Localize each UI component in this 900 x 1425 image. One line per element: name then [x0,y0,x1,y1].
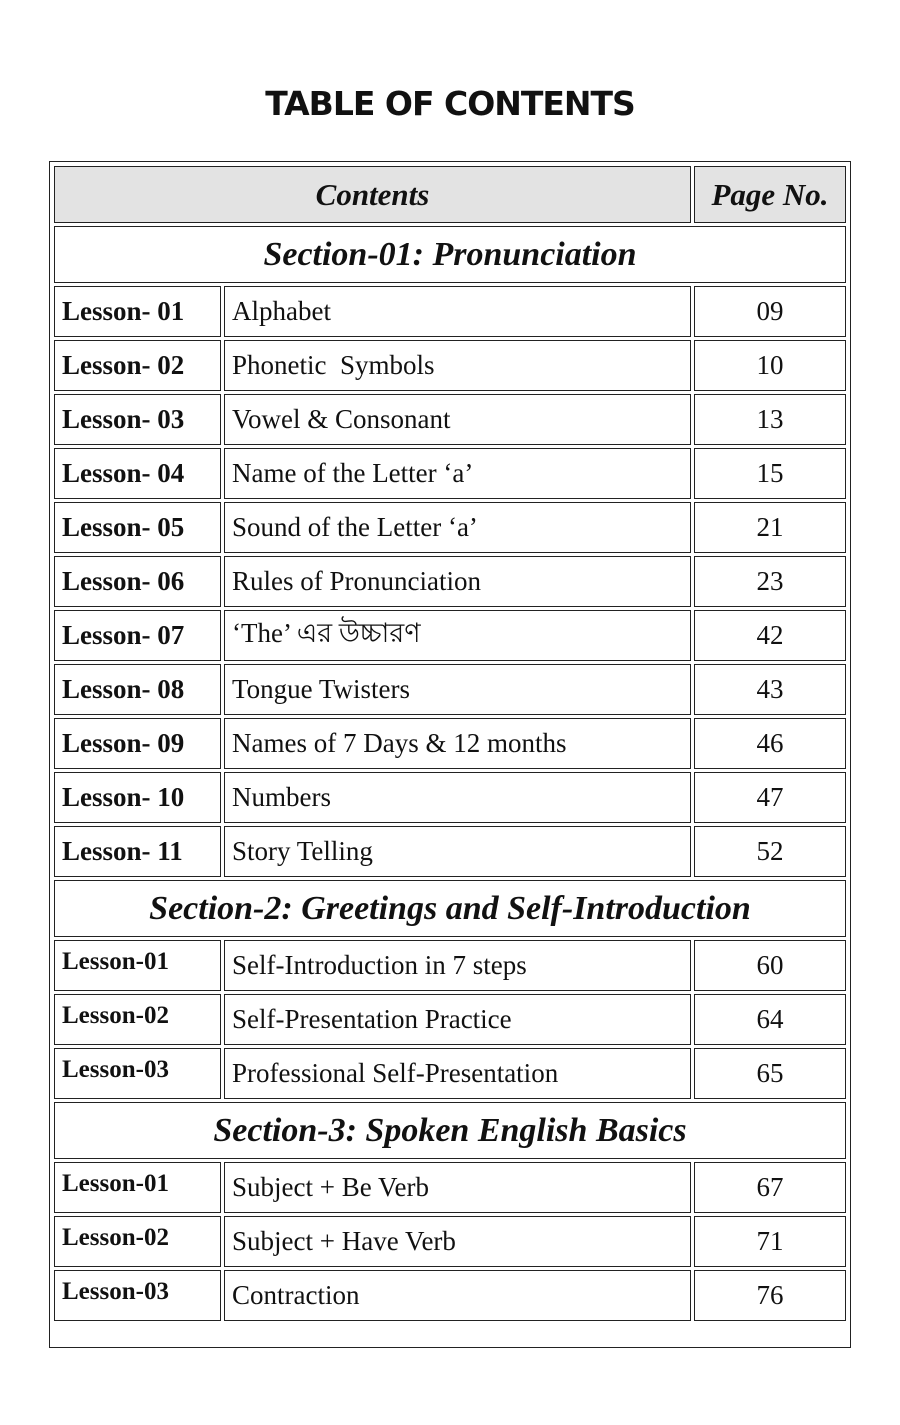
lesson-number: Lesson-03 [54,1270,221,1321]
lesson-topic: Rules of Pronunciation [224,556,691,607]
lesson-topic: Phonetic Symbols [224,340,691,391]
lesson-number: Lesson- 01 [54,286,221,337]
page-number: 10 [694,340,846,391]
lesson-topic: Numbers [224,772,691,823]
lesson-topic: Sound of the Letter ‘a’ [224,502,691,553]
table-row [54,394,846,445]
lesson-topic: Self-Introduction in 7 steps [224,940,691,991]
page-number: 52 [694,826,846,877]
table-row [54,556,846,607]
table-row [54,340,846,391]
page-number: 09 [694,286,846,337]
page-number: 46 [694,718,846,769]
table-row [54,502,846,553]
section-title: Section-2: Greetings and Self-Introduction [54,880,846,937]
table-row [54,664,846,715]
page-number: 65 [694,1048,846,1099]
page-title: TABLE OF CONTENTS [265,84,635,123]
lesson-topic: Subject + Be Verb [224,1162,691,1213]
lesson-number: Lesson- 03 [54,394,221,445]
section-title: Section-3: Spoken English Basics [54,1102,846,1159]
table-of-contents [51,163,849,1324]
section-title: Section-01: Pronunciation [54,226,846,283]
page-number: 15 [694,448,846,499]
page-no-header: Page No. [694,166,846,223]
section-row [54,1102,846,1159]
lesson-topic: Alphabet [224,286,691,337]
table-row [54,994,846,1045]
lesson-topic: Self-Presentation Practice [224,994,691,1045]
lesson-topic: Professional Self-Presentation [224,1048,691,1099]
lesson-topic: Vowel & Consonant [224,394,691,445]
table-row [54,1216,846,1267]
lesson-topic: Contraction [224,1270,691,1321]
header-row [54,166,846,223]
lesson-number: Lesson- 08 [54,664,221,715]
lesson-number: Lesson-01 [54,1162,221,1213]
table-row [54,718,846,769]
page-number: 23 [694,556,846,607]
table-row [54,448,846,499]
lesson-number: Lesson- 04 [54,448,221,499]
lesson-number: Lesson- 09 [54,718,221,769]
lesson-number: Lesson-02 [54,994,221,1045]
lesson-number: Lesson- 07 [54,610,221,661]
lesson-topic: ‘The’ এর উচ্চারণ [224,610,691,661]
table-row [54,1048,846,1099]
table-row [54,772,846,823]
lesson-topic: Story Telling [224,826,691,877]
page-number: 47 [694,772,846,823]
lesson-topic: Names of 7 Days & 12 months [224,718,691,769]
page-number: 67 [694,1162,846,1213]
lesson-topic: Tongue Twisters [224,664,691,715]
page-number: 64 [694,994,846,1045]
lesson-topic: Subject + Have Verb [224,1216,691,1267]
table-row [54,940,846,991]
table-row [54,1162,846,1213]
table-row [54,1270,846,1321]
page-number: 60 [694,940,846,991]
section-row [54,226,846,283]
lesson-topic: Name of the Letter ‘a’ [224,448,691,499]
lesson-number: Lesson- 02 [54,340,221,391]
lesson-number: Lesson- 06 [54,556,221,607]
page-number: 42 [694,610,846,661]
lesson-number: Lesson-01 [54,940,221,991]
contents-header: Contents [54,166,691,223]
lesson-number: Lesson-02 [54,1216,221,1267]
section-row [54,880,846,937]
page-number: 76 [694,1270,846,1321]
table-row [54,610,846,661]
table-row [54,826,846,877]
table-row [54,286,846,337]
page-number: 21 [694,502,846,553]
lesson-number: Lesson- 10 [54,772,221,823]
page-number: 13 [694,394,846,445]
page-number: 43 [694,664,846,715]
lesson-number: Lesson-03 [54,1048,221,1099]
lesson-number: Lesson- 11 [54,826,221,877]
page-number: 71 [694,1216,846,1267]
lesson-number: Lesson- 05 [54,502,221,553]
